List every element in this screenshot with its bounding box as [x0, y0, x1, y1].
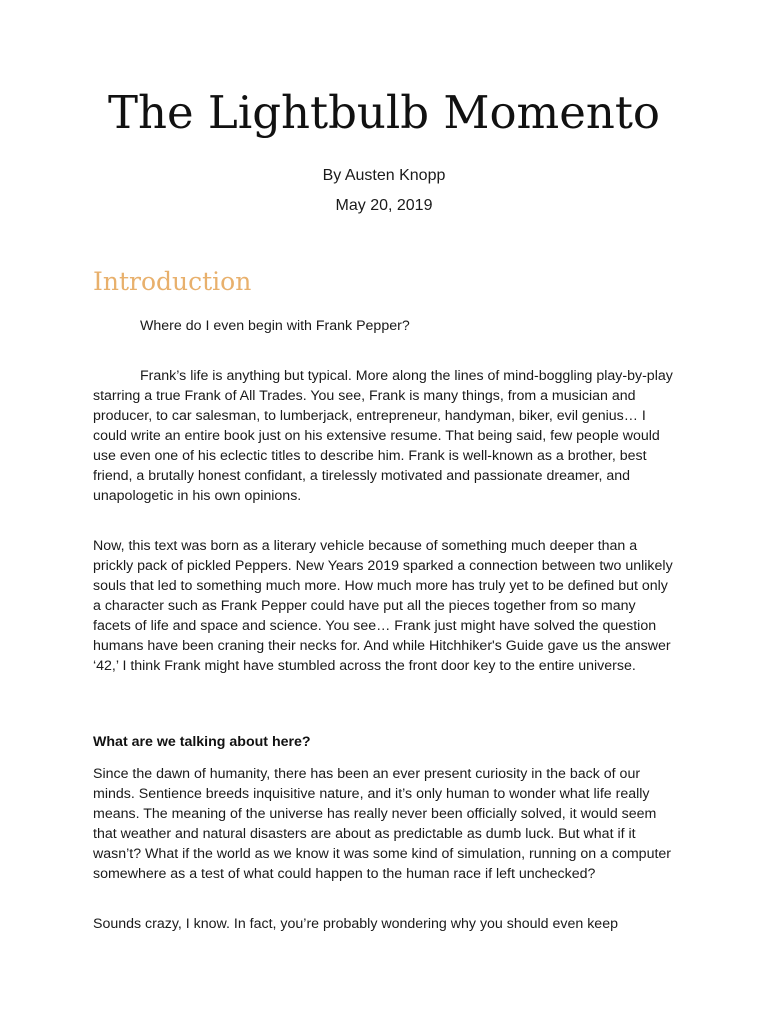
paragraph-2: Frank’s life is anything but typical. More along the lines of mind-boggling play-by-play starring a true Frank of All Trades. You see, Frank is many things, from a musician and producer, to car salesman, to lumberjack, entrepreneur, handyman, biker, evil genius… I could write an entire book just on his extensive resume. That being said, few people would use even one of his eclectic titles to describe him. Frank is well-known as a brother, best friend, a brutally honest confidant, a tirelessly motivated and passionate dreamer, and unapologetic in his own opinions.	[93, 368, 673, 504]
publication-date: May 20, 2019	[335, 197, 433, 214]
document-title: The Lightbulb Momento	[108, 86, 660, 139]
paragraph-3: Now, this text was born as a literary vehicle because of something much deeper than a prickly pack of pickled Peppers. New Years 2019 sparked a connection between two unlikely souls that led to something much more. How much more has truly yet to be defined but only a character such as Frank Pepper could have put all the pieces together from so many facets of life and space and science. You see… Frank just might have solved the question humans have been craning their necks for. And while Hitchhiker's Guide gave us the answer ‘42,’ I think Frank might have stumbled across the front door key to the entire universe.	[93, 538, 673, 674]
paragraph-4: Since the dawn of humanity, there has been an ever present curiosity in the back of our minds. Sentience breeds inquisitive nature, and it’s only human to wonder what life really means. The meaning of the universe has really never been officially solved, it would seem that weather and natural disasters are about as predictable as dumb luck. But what if it wasn’t? What if the world as we know it was some kind of simulation, running on a computer somewhere as a test of what could happen to the human race if left unchecked?	[93, 766, 672, 882]
paragraph-5: Sounds crazy, I know. In fact, you’re probably wondering why you should even keep	[93, 916, 618, 932]
paragraph-1: Where do I even begin with Frank Pepper?	[140, 318, 410, 334]
subheading-what-are-we-talking-about: What are we talking about here?	[93, 734, 311, 750]
section-heading-introduction: Introduction	[93, 267, 252, 296]
author-byline: By Austen Knopp	[322, 167, 446, 184]
